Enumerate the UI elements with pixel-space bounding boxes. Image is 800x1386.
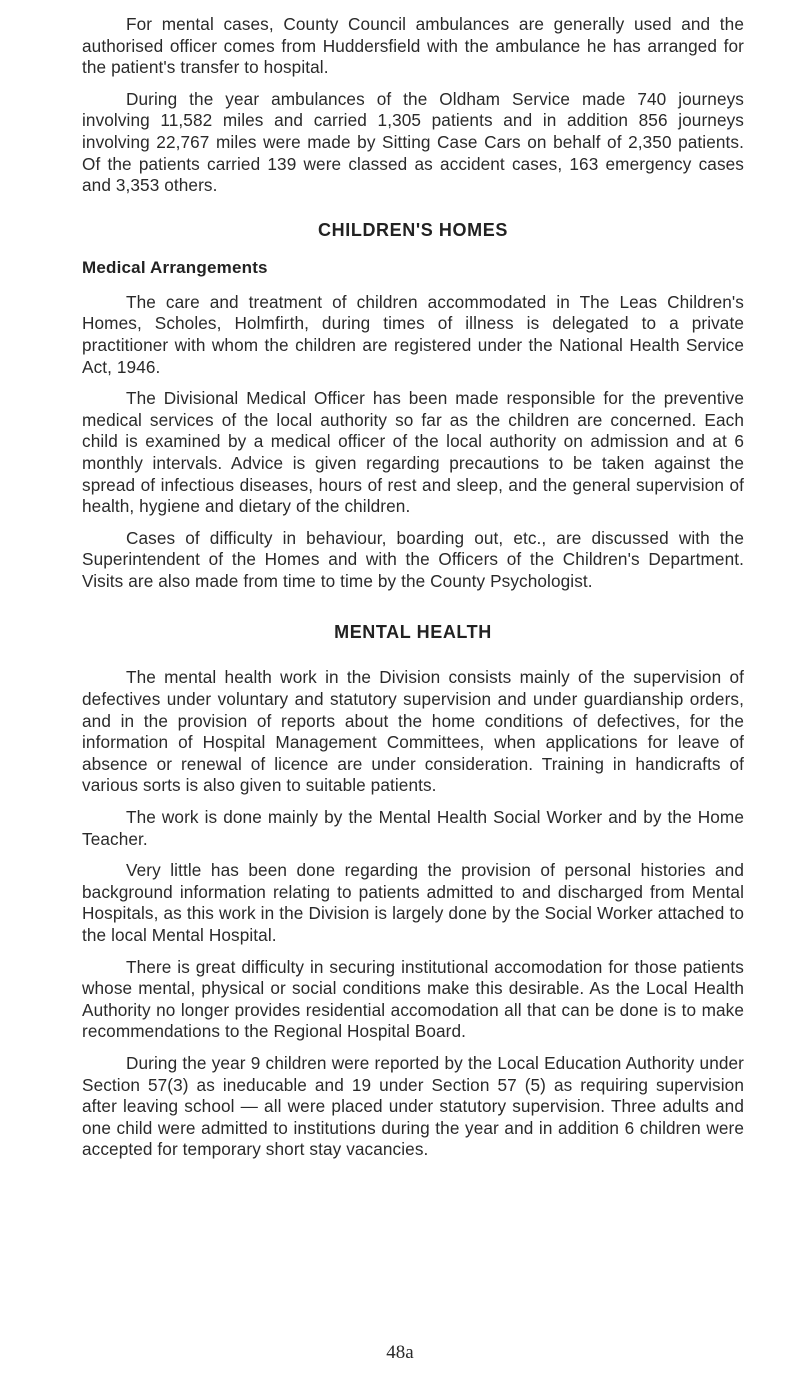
paragraph-care-treatment: The care and treatment of children accommodated in The Leas Children's Homes, Scholes, Holmfirth, during times of illness is delegated to a private practitioner with whom the children are registered under the National Health Service Act, 1946.: [82, 291, 744, 377]
paragraph-mental-cases-ambulance: For mental cases, County Council ambulances are generally used and the authorised officer comes from Huddersfield with the ambulance he has arranged for the patient's transfer to hospital.: [82, 14, 744, 78]
paragraph-institutional-accomodation: There is great difficulty in securing institutional accomodation for those patients whose mental, physical or social conditions make this desirable. As the Local Health Authority no longer provides residential accomodation all that can be done is to make recommendations to the Regional Hospital Board.: [82, 956, 744, 1042]
heading-mental-health: MENTAL HEALTH: [334, 622, 492, 643]
paragraph-personal-histories: Very little has been done regarding the provision of personal histories and background information relating to patients admitted to and discharged from Mental Hospitals, as this work in the Division is largely done by the Social Worker attached to the local Mental Hospital.: [82, 860, 744, 945]
paragraph-divisional-medical-officer: The Divisional Medical Officer has been made responsible for the preventive medical services of the local authority so far as the children are concerned. Each child is examined by a medical officer of the local authority on admission and at 6 monthly intervals. Advice is given regarding precautions to be taken against the spread of infectious diseases, hours of rest and sleep, and the general supervision of health, hygiene and dietary of the children.: [82, 388, 744, 517]
paragraph-ambulance-journeys: During the year ambulances of the Oldham Service made 740 journeys involving 11,582 miles and carried 1,305 patients and in addition 856 journeys involving 22,767 miles were made by Sitting Case Cars on behalf of 2,350 patients. Of the patients carried 139 were classed as accident cases, 163 emergency cases and 3,353 others.: [82, 88, 744, 196]
heading-childrens-homes: CHILDREN'S HOMES: [318, 219, 508, 240]
paragraph-children-reported: During the year 9 children were reported by the Local Education Authority under Section 57(3) as ineducable and 19 under Section 57 (5) as requiring supervision after leaving school — all were placed under statutory supervision. Three adults and one child were admitted to institutions during the year and in addition 6 children were accepted for temporary short stay vacancies.: [82, 1052, 744, 1160]
page-number: 48a: [386, 1342, 414, 1363]
paragraph-mental-health-work: The mental health work in the Division consists mainly of the supervision of defectives under voluntary and statutory supervision and under guardianship orders, and in the provision of reports about the home conditions of defectives, for the information of Hospital Management Committees, when applications for leave of absence or renewal of licence are under consideration. Training in handicrafts of various sorts is also given to suitable patients.: [82, 667, 744, 796]
page-body: [82, 14, 744, 1161]
paragraph-social-worker-home-teacher: The work is done mainly by the Mental Health Social Worker and by the Home Teacher.: [82, 807, 744, 849]
paragraph-cases-of-difficulty: Cases of difficulty in behaviour, boarding out, etc., are discussed with the Superintendent of the Homes and with the Officers of the Children's Department. Visits are also made from time to time by the County Psychologist.: [82, 527, 744, 591]
subheading-medical-arrangements: Medical Arrangements: [82, 257, 268, 277]
